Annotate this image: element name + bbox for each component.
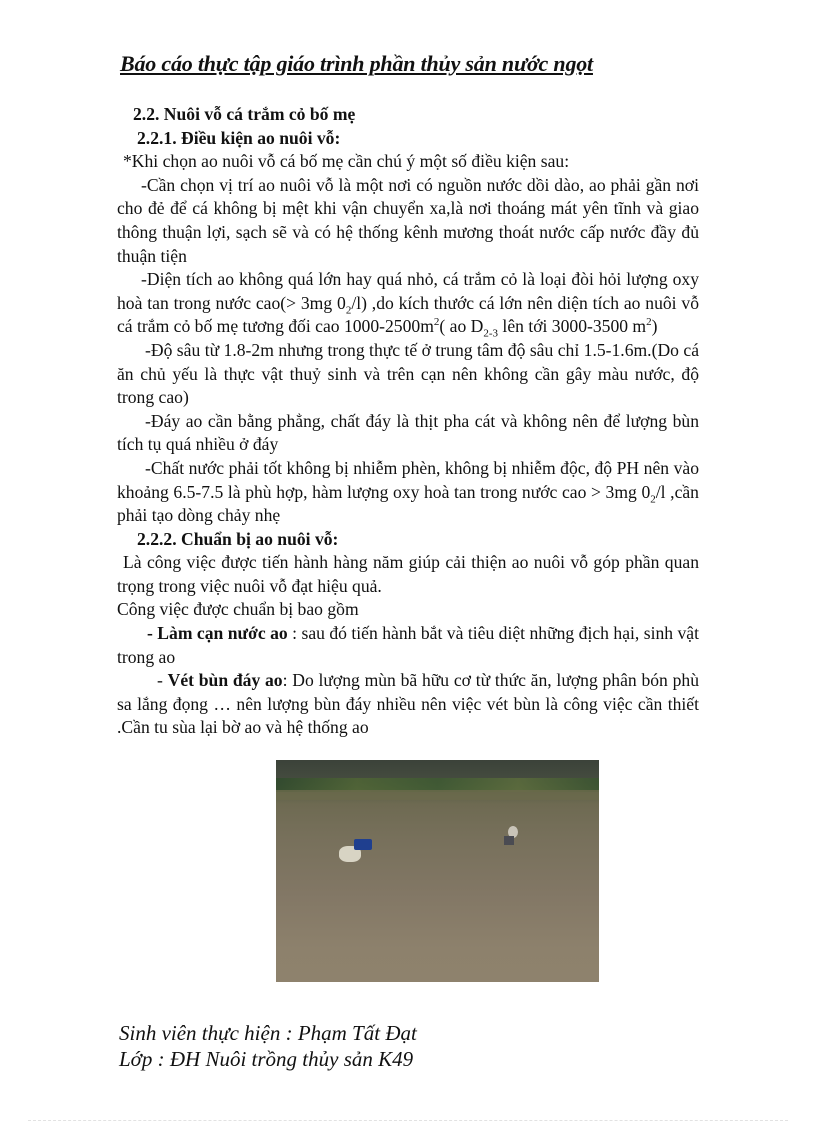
page-bottom-divider xyxy=(28,1120,788,1121)
paragraph-area: -Diện tích ao không quá lớn hay quá nhỏ, cá trắm cỏ là loại đòi hỏi lượng oxy hoà tan trong nước cao(> 3mg $0_2/l$) ,do kích thước cá lớn nên diện tích ao nuôi vỗ cá trắm cỏ bố mẹ tương đối cao $1000-2500m^2$( ao $D_{2-3}$ lên tới 3000-3500 $m^2$) xyxy=(117,269,699,340)
student-name: Sinh viên thực hiện : Phạm Tất Đạt xyxy=(119,1021,417,1045)
task-drain-pond: - Làm cạn nước ao : sau đó tiến hành bắt và tiêu diệt những địch hại, sinh vật trong ao xyxy=(117,623,699,667)
page-header-title: Báo cáo thực tập giáo trình phần thủy sản nước ngọt xyxy=(120,51,593,76)
pond-photo xyxy=(276,760,599,982)
signature-block xyxy=(119,1020,417,1072)
photo-worker-1-shirt xyxy=(354,839,372,850)
photo-worker-2-body xyxy=(504,836,514,845)
subsection-heading-conditions: 2.2.1. Điều kiện ao nuôi vỗ: xyxy=(137,127,341,148)
class-name: Lớp : ĐH Nuôi trồng thủy sản K49 xyxy=(119,1047,414,1071)
conditions-intro: *Khi chọn ao nuôi vỗ cá bố mẹ cần chú ý một số điều kiện sau: xyxy=(123,151,570,172)
photo-pond-bank xyxy=(276,790,599,800)
subsection-heading-preparation: 2.2.2. Chuẩn bị ao nuôi vỗ: xyxy=(137,528,339,549)
section-heading: 2.2. Nuôi vỗ cá trắm cỏ bố mẹ xyxy=(133,104,356,124)
paragraph-water: -Chất nước phải tốt không bị nhiễm phèn, không bị nhiễm độc, độ PH nên vào khoảng 6.5-7.5 là phù hợp, hàm lượng oxy hoà tan trong nước cao > 3mg $0_2/l$ ,cần phải tạo dòng chảy nhẹ xyxy=(117,457,699,526)
document-body xyxy=(117,103,699,740)
paragraph-preparation: Là công việc được tiến hành hàng năm giúp cải thiện ao nuôi vỗ góp phần quan trọng trong việc nuôi vỗ đạt hiệu quả. xyxy=(117,552,699,596)
paragraph-tasks-intro: Công việc được chuẩn bị bao gồm xyxy=(117,599,359,620)
task-dredge-mud: - Vét bùn đáy ao: Do lượng mùn bã hữu cơ từ thức ăn, lượng phân bón phù sa lắng đọng … nên lượng bùn đáy nhiều nên việc vét bùn là công việc cần thiết .Cần tu sùa lại bờ ao và hệ thống ao xyxy=(117,670,699,738)
paragraph-bottom: -Đáy ao cần bằng phẳng, chất đáy là thịt pha cát và không nên để lượng bùn tích tụ quá nhiều ở đáy xyxy=(117,410,699,455)
paragraph-location: -Cần chọn vị trí ao nuôi vỗ là một nơi có nguồn nước dồi dào, ao phải gần nơi cho đẻ để cá không bị mệt khi vận chuyển xa,là nơi thoáng mát yên tĩnh và giao thông thuận lợi, sạch sẽ và có hệ thống kênh mương thoát nước cấp nước đầy đủ thuận tiện xyxy=(117,174,699,266)
paragraph-depth: -Độ sâu từ 1.8-2m nhưng trong thực tế ở trung tâm độ sâu chỉ 1.5-1.6m.(Do cá ăn chủ yếu là thực vật thuỷ sinh và trên cạn nên không cần gây màu nước, độ trong cao) xyxy=(117,339,699,408)
